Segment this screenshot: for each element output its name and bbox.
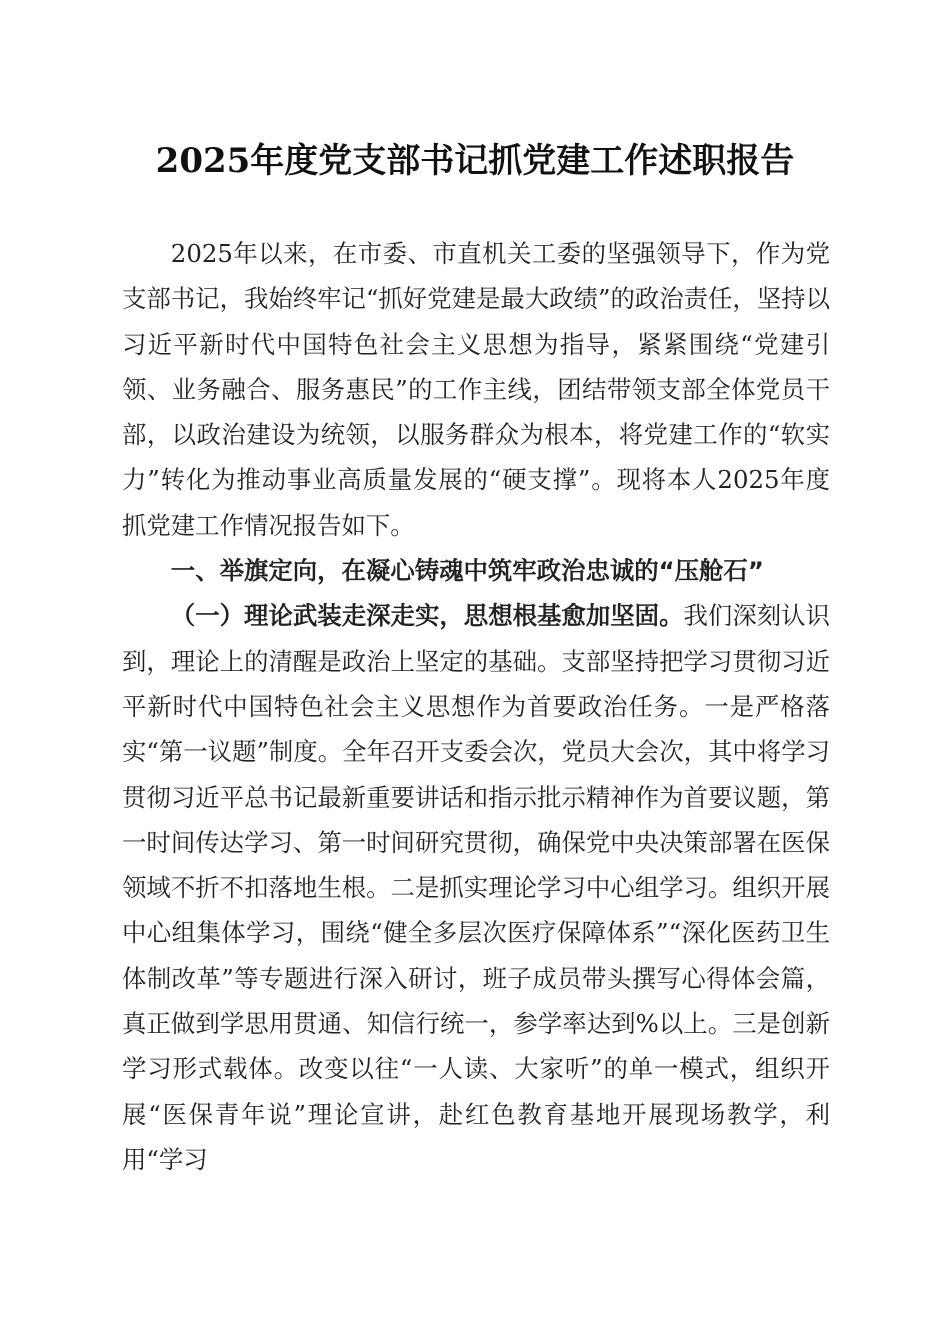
intro-paragraph: 2025年以来，在市委、市直机关工委的坚强领导下，作为党支部书记，我始终牢记“抓好党建是最大政绩”的政治责任，坚持以习近平新时代中国特色社会主义思想为指导，紧紧围绕“党建引领、业务融合、服务惠民”的工作主线，团结带领支部全体党员干部，以政治建设为统领，以服务群众为根本，将党建工作的“软实力”转化为推动事业高质量发展的“硬支撑”。现将本人2025年度抓党建工作情况报告如下。 (122, 239, 830, 540)
document-title: 2025年度党支部书记抓党建工作述职报告 (155, 141, 795, 181)
subsection-text: 我们深刻认识到，理论上的清醒是政治上坚定的基础。支部坚持把学习贯彻习近平新时代中国特色社会主义思想作为首要政治任务。一是严格落实“第一议题”制度。全年召开支委会次，党员大会次，其中将学习贯彻习近平总书记最新重要讲话和指示批示精神作为首要议题，第一时间传达学习、第一时间研究贯彻，确保党中央决策部署在医保领域不折不扣落地生根。二是抓实理论学习中心组学习。组织开展中心组集体学习，围绕“健全多层次医疗保障体系”“深化医药卫生体制改革”等专题进行深入研讨，班子成员带头撰写心得体会篇，真正做到学思用贯通、知信行统一，参学率达到%以上。三是创新学习形式载体。改变以往“一人读、大家听”的单一模式，组织开展“医保青年说”理论宣讲，赴红色教育基地开展现场教学，利用“学习 (122, 601, 830, 1174)
subsection-paragraph (122, 593, 830, 1182)
subsection-lead: （一）理论武装走深走实，思想根基愈加坚固。 (170, 601, 684, 631)
section-heading: 一、举旗定向，在凝心铸魂中筑牢政治忠诚的“压舱石” (170, 556, 764, 586)
document-body (122, 231, 830, 1182)
